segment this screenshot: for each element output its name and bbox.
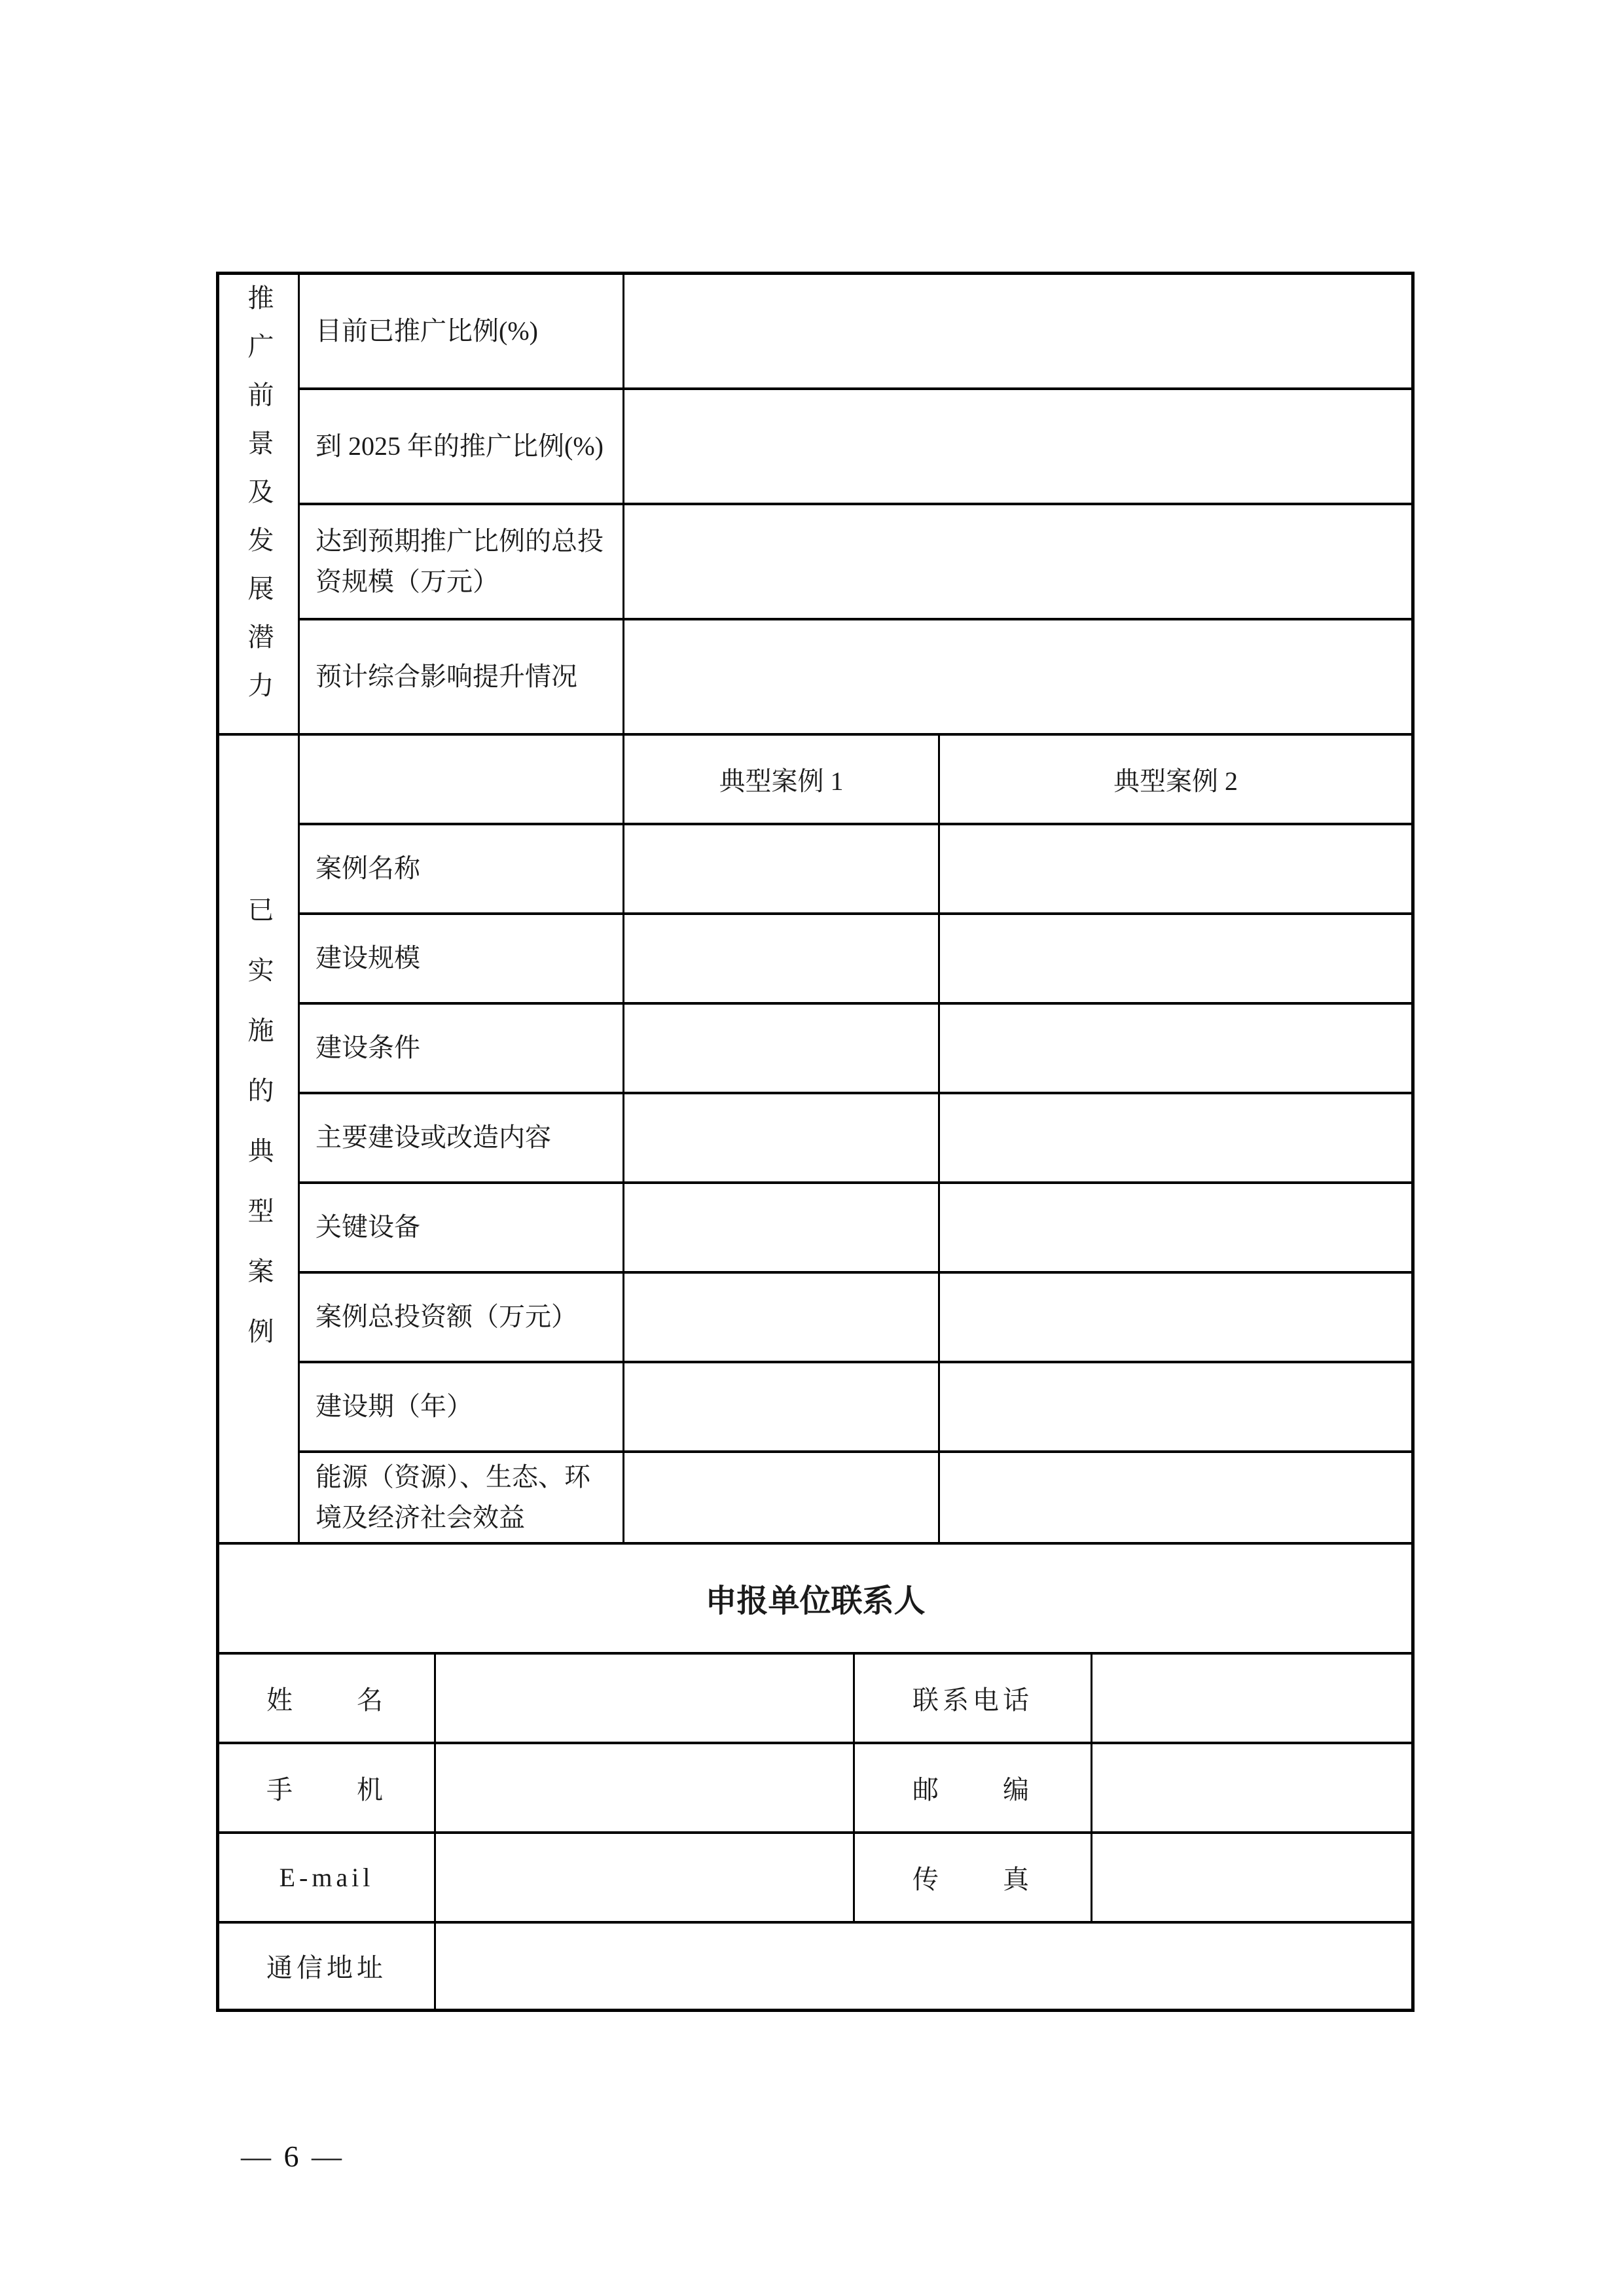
case-row-label-period: 建设期（年） xyxy=(299,1362,624,1452)
case-row-label-conditions: 建设条件 xyxy=(299,1003,624,1093)
contact-row xyxy=(218,1833,1413,1922)
case-row xyxy=(218,1452,1413,1543)
contact-title-row xyxy=(218,1543,1413,1653)
promo-row xyxy=(218,274,1413,389)
contact-value-cell-fax xyxy=(1092,1833,1413,1922)
case-row xyxy=(218,1183,1413,1272)
contact-label-name: 姓 名 xyxy=(218,1653,435,1743)
page-number: — 6 — xyxy=(241,2140,344,2173)
promo-row xyxy=(218,389,1413,504)
case2-value-cell-period xyxy=(939,1362,1413,1452)
case-row-label-main-content: 主要建设或改造内容 xyxy=(299,1093,624,1183)
contact-row xyxy=(218,1653,1413,1743)
case-row-label-name: 案例名称 xyxy=(299,824,624,914)
promo-row-label-current-ratio: 目前已推广比例(%) xyxy=(299,274,624,389)
case-row xyxy=(218,1093,1413,1183)
case-row xyxy=(218,1003,1413,1093)
contact-value-cell-name xyxy=(435,1653,854,1743)
contact-label-address: 通信地址 xyxy=(218,1922,435,2011)
case-row-label-key-equipment: 关键设备 xyxy=(299,1183,624,1272)
case1-value-cell-key-equipment xyxy=(624,1183,939,1272)
contact-row xyxy=(218,1743,1413,1833)
case1-value-cell-main-content xyxy=(624,1093,939,1183)
case-row xyxy=(218,1362,1413,1452)
cases-header-row xyxy=(218,734,1413,824)
case-row-label-benefits: 能源（资源）、生态、环境及经济社会效益 xyxy=(299,1452,624,1543)
promo-row xyxy=(218,619,1413,734)
case-row xyxy=(218,1272,1413,1362)
contact-label-email: E-mail xyxy=(218,1833,435,1922)
case1-value-cell-period xyxy=(624,1362,939,1452)
case2-value-cell-conditions xyxy=(939,1003,1413,1093)
promo-value-cell-total-investment xyxy=(624,504,1413,619)
cases-side-label-cell xyxy=(218,734,299,1543)
promo-side-label: 推广前景及发展潜力 xyxy=(244,284,274,721)
case2-value-cell-key-equipment xyxy=(939,1183,1413,1272)
promo-side-label-cell xyxy=(218,274,299,734)
promo-row xyxy=(218,504,1413,619)
contact-value-cell-postcode xyxy=(1092,1743,1413,1833)
contact-value-cell-email xyxy=(435,1833,854,1922)
case1-value-cell-scale xyxy=(624,914,939,1003)
application-form-table xyxy=(216,272,1415,2012)
contact-label-postcode: 邮 编 xyxy=(854,1743,1092,1833)
promo-value-cell-impact xyxy=(624,619,1413,734)
case2-value-cell-name xyxy=(939,824,1413,914)
case2-value-cell-scale xyxy=(939,914,1413,1003)
case2-value-cell-benefits xyxy=(939,1452,1413,1543)
case-column-header-2: 典型案例 2 xyxy=(939,734,1413,824)
contact-value-cell-mobile xyxy=(435,1743,854,1833)
promo-value-cell-2025-ratio xyxy=(624,389,1413,504)
cases-header-empty-cell xyxy=(299,734,624,824)
contact-value-cell-address xyxy=(435,1922,1413,2011)
contact-address-row xyxy=(218,1922,1413,2011)
cases-side-label: 已实施的典型案例 xyxy=(244,896,274,1378)
promo-row-label-2025-ratio: 到 2025 年的推广比例(%) xyxy=(299,389,624,504)
case1-value-cell-benefits xyxy=(624,1452,939,1543)
case-row xyxy=(218,914,1413,1003)
case1-value-cell-investment xyxy=(624,1272,939,1362)
promo-row-label-total-investment: 达到预期推广比例的总投资规模（万元） xyxy=(299,504,624,619)
promo-row-label-impact: 预计综合影响提升情况 xyxy=(299,619,624,734)
contact-label-mobile: 手 机 xyxy=(218,1743,435,1833)
contact-section-title: 申报单位联系人 xyxy=(218,1543,1413,1653)
case-row xyxy=(218,824,1413,914)
promo-value-cell-current-ratio xyxy=(624,274,1413,389)
contact-value-cell-phone xyxy=(1092,1653,1413,1743)
case-row-label-scale: 建设规模 xyxy=(299,914,624,1003)
case2-value-cell-main-content xyxy=(939,1093,1413,1183)
case1-value-cell-conditions xyxy=(624,1003,939,1093)
case-column-header-1: 典型案例 1 xyxy=(624,734,939,824)
contact-label-fax: 传 真 xyxy=(854,1833,1092,1922)
contact-label-phone: 联系电话 xyxy=(854,1653,1092,1743)
case2-value-cell-investment xyxy=(939,1272,1413,1362)
case1-value-cell-name xyxy=(624,824,939,914)
case-row-label-investment: 案例总投资额（万元） xyxy=(299,1272,624,1362)
